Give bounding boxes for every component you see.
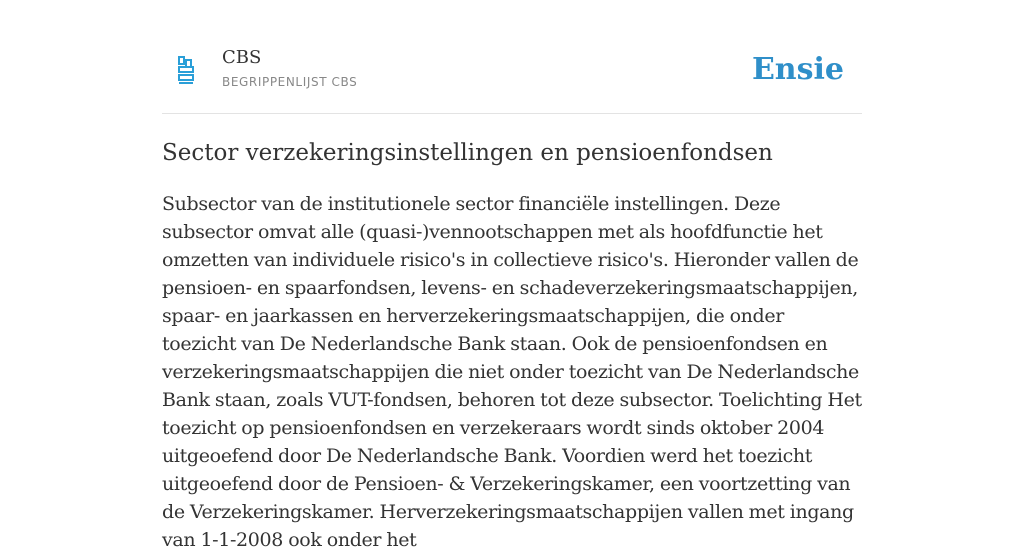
source-name[interactable]: CBS [222,47,262,68]
cbs-logo-icon[interactable] [176,56,196,86]
brand-logo[interactable]: Ensie [751,52,844,87]
header [162,0,862,114]
term-title: Sector verzekeringsinstellingen en pensioenfondsen [162,140,773,166]
source-subtitle[interactable]: BEGRIPPENLIJST CBS [222,75,358,89]
cbs-logo-graphic [176,56,196,86]
term-definition: Subsector van de institutionele sector financiële instellingen. Deze subsector omvat alle (quasi-)vennootschappen met als hoofdfunctie het omzetten van individuele risico's in collectieve risico's. Hieronder vallen de pensioen- en spaarfondsen, levens- en schadeverzekeringsmaatschappijen, spaar- en jaarkassen en herverzekeringsmaatschappijen, die onder toezicht van De Nederlandsche Bank staan. Ook de pensioenfondsen en verzekeringsmaatschappijen die niet onder toezicht van De Nederlandsche Bank staan, zoals VUT-fondsen, behoren tot deze subsector. Toelichting Het toezicht op pensioenfondsen en verzekeraars wordt sinds oktober 2004 uitgeoefend door De Nederlandsche Bank. Voordien werd het toezicht uitgeoefend door de Pensioen- & Verzekeringskamer, een voortzetting van de Verzekeringskamer. Herverzekeringsmaatschappijen vallen met ingang van 1-1-2008 ook onder het [162,193,862,551]
